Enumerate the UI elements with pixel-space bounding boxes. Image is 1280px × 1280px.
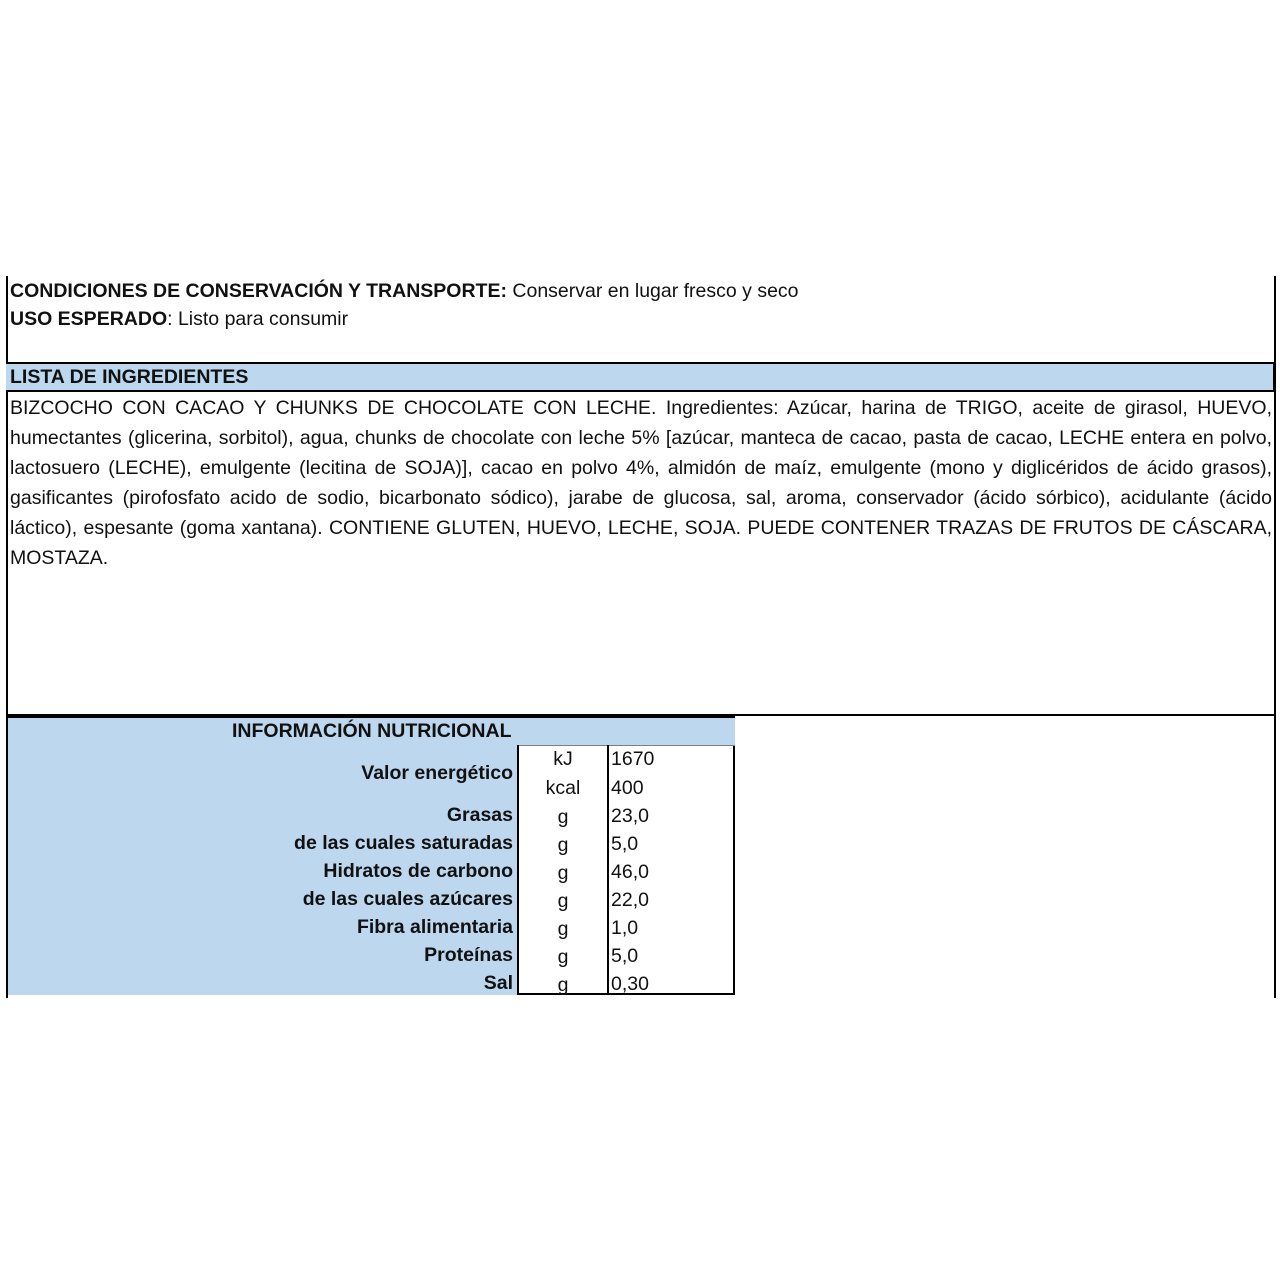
nutrient-value: 5,0	[611, 945, 639, 967]
nutrient-value: 46,0	[611, 861, 649, 883]
ingredients-header	[6, 362, 1275, 392]
nutrition-values-column	[609, 745, 735, 995]
nutrition-table	[6, 716, 735, 995]
nutrition-title-bar	[8, 718, 735, 746]
nutrient-name: Sal	[483, 972, 513, 994]
nutrient-unit: g	[557, 918, 569, 940]
energy-kj-value: 1670	[611, 748, 655, 770]
nutrient-unit: g	[557, 890, 569, 912]
nutrient-unit: g	[557, 862, 569, 884]
nutrition-title: INFORMACIÓN NUTRICIONAL	[232, 720, 512, 742]
conservation-conditions	[10, 277, 799, 305]
energy-kcal-value: 400	[611, 777, 644, 799]
unit-kcal: kcal	[545, 777, 581, 799]
nutrition-units-column	[519, 745, 607, 995]
nutrient-name: Proteínas	[424, 944, 513, 966]
nutrient-unit: g	[557, 974, 569, 996]
nutrient-value: 22,0	[611, 889, 649, 911]
nutrient-value: 0,30	[611, 973, 649, 995]
product-spec-sheet	[6, 276, 1277, 998]
conservation-label: CONDICIONES DE CONSERVACIÓN Y TRANSPORTE:	[10, 280, 507, 302]
nutrition-names-column	[8, 745, 517, 995]
nutrient-name: de las cuales azúcares	[302, 888, 513, 910]
nutrient-value: 5,0	[611, 833, 639, 855]
nutrient-unit: g	[557, 834, 569, 856]
energy-label: Valor energético	[361, 762, 513, 784]
usage-label: USO ESPERADO	[10, 308, 168, 330]
nutrient-name: Hidratos de carbono	[323, 860, 513, 882]
nutrient-name: de las cuales saturadas	[294, 832, 513, 854]
nutrient-name: Fibra alimentaria	[356, 916, 513, 938]
nutrient-value: 1,0	[611, 917, 639, 939]
nutrient-unit: g	[557, 806, 569, 828]
ingredients-text: BIZCOCHO CON CACAO Y CHUNKS DE CHOCOLATE CON LECHE. Ingredientes: Azúcar, harina de TRIGO, aceite de girasol, HUEVO, humectantes (glicerina, sorbitol), agua, chunks de chocolate con leche 5% [azúcar, manteca de cacao, pasta de cacao, LECHE entera en polvo, lactosuero (LECHE), emulgente (lecitina de SOJA)], cacao en polvo 4%, almidón de maíz, emulgente (mono y diglicéridos de ácido grasos), gasificantes (pirofosfato acido de sodio, bicarbonato sódico), jarabe de glucosa, sal, aroma, conservador (ácido sórbico), acidulante (ácido láctico), espesante (goma xantana). CONTIENE GLUTEN, HUEVO, LECHE, SOJA. PUEDE CONTENER TRAZAS DE FRUTOS DE CÁSCARA, MOSTAZA.	[10, 397, 1272, 569]
nutrient-value: 23,0	[611, 805, 649, 827]
usage-value: : Listo para consumir	[167, 308, 349, 330]
conservation-value: Conservar en lugar fresco y seco	[506, 280, 799, 302]
intended-use	[10, 305, 348, 333]
nutrient-unit: g	[557, 946, 569, 968]
unit-kj: kJ	[553, 748, 573, 770]
ingredients-header-label: LISTA DE INGREDIENTES	[10, 366, 249, 388]
nutrient-name: Grasas	[446, 804, 513, 826]
